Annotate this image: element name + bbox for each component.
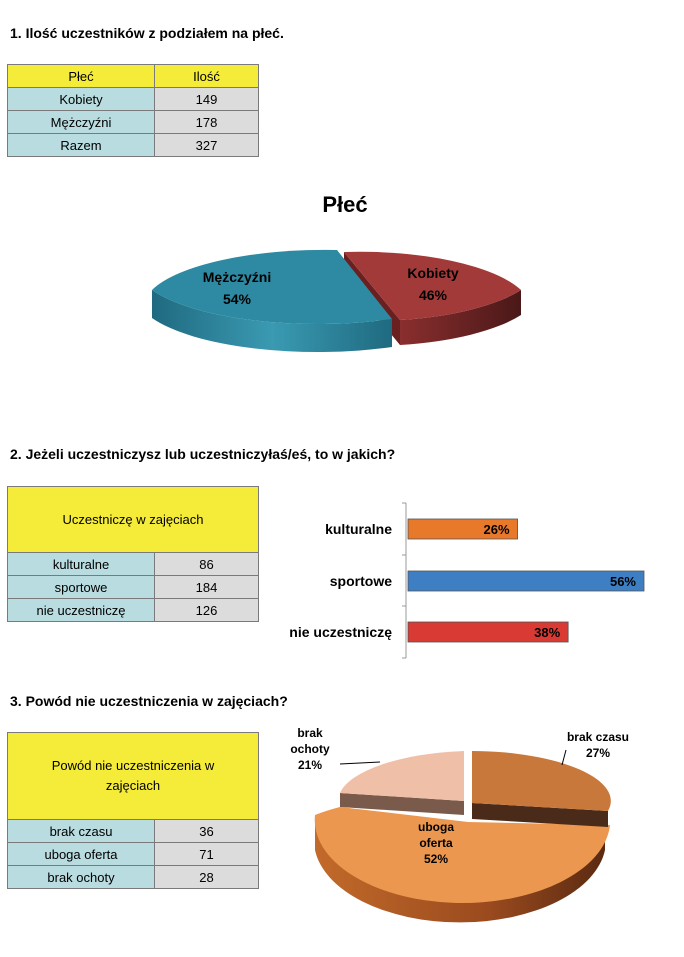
brak-ochoty-leader-line (340, 762, 380, 764)
gender-table-cell: 178 (155, 111, 259, 134)
reasons-table (7, 732, 259, 889)
gender-table-cell: Mężczyźni (8, 111, 155, 134)
brak-ochoty-label-line: brak (297, 726, 323, 740)
section3-heading: 3. Powód nie uczestniczenia w zajęciach? (10, 693, 288, 709)
gender-pie-title: Płeć (322, 192, 368, 217)
brak-ochoty-label-line: ochoty (290, 742, 330, 756)
uboga-oferta-value: 52% (423, 852, 449, 866)
activities-table-cell: 126 (155, 599, 259, 622)
section2-heading: 2. Jeżeli uczestniczysz lub uczestniczyłaś/eś, to w jakich? (10, 446, 396, 462)
activities-table-cell: 184 (155, 576, 259, 599)
kobiety-label: Kobiety (407, 265, 459, 281)
brak-czasu-slice (472, 751, 611, 811)
brak-czasu-value: 27% (585, 746, 611, 760)
bar-category-label: nie uczestniczę (289, 624, 392, 640)
brak-ochoty-label (290, 726, 330, 772)
activities-bar-chart (270, 495, 680, 665)
gender-table (7, 64, 259, 157)
gender-table-cell: 327 (155, 134, 259, 157)
bar-value-label: 56% (609, 574, 636, 589)
reasons-table-cell: 71 (155, 843, 259, 866)
uboga-oferta-label: oferta (419, 836, 453, 850)
gender-table-cell: Kobiety (8, 88, 155, 111)
bar-category-label: sportowe (329, 573, 392, 589)
activities-table-cell: 86 (155, 553, 259, 576)
gender-table-header: Ilość (155, 65, 259, 88)
gender-pie-chart (0, 180, 684, 390)
kobiety-value: 46% (418, 287, 448, 303)
reasons-table-cell: 28 (155, 866, 259, 889)
reasons-table-cell: brak ochoty (8, 866, 155, 889)
gender-table-cell: 149 (155, 88, 259, 111)
brak-czasu-label: brak czasu (566, 730, 630, 744)
bar-1 (408, 571, 644, 591)
activities-table-cell: kulturalne (8, 553, 155, 576)
brak-ochoty-label-line: 21% (297, 758, 323, 772)
gender-table-header: Płeć (8, 65, 155, 88)
activities-table-cell: sportowe (8, 576, 155, 599)
bar-value-label: 38% (534, 625, 561, 640)
reasons-table-cell: 36 (155, 820, 259, 843)
uboga-oferta-label: uboga (418, 820, 454, 834)
reasons-table-header: Powód nie uczestniczenia w zajęciach (8, 733, 259, 820)
brak-ochoty-slice (340, 751, 464, 801)
section1-heading: 1. Ilość uczestników z podziałem na płeć. (10, 25, 284, 41)
bar-value-label: 26% (483, 522, 510, 537)
reasons-table-cell: brak czasu (8, 820, 155, 843)
mezczyzni-value: 54% (222, 291, 252, 307)
reasons-table-cell: uboga oferta (8, 843, 155, 866)
activities-table-cell: nie uczestniczę (8, 599, 155, 622)
activities-table (7, 486, 259, 622)
bar-category-label: kulturalne (325, 521, 392, 537)
brak-czasu-leader-line (562, 750, 566, 765)
activities-table-header: Uczestniczę w zajęciach (8, 487, 259, 553)
mezczyzni-label: Mężczyźni (202, 269, 272, 285)
gender-table-cell: Razem (8, 134, 155, 157)
reasons-pie-chart (290, 715, 680, 955)
